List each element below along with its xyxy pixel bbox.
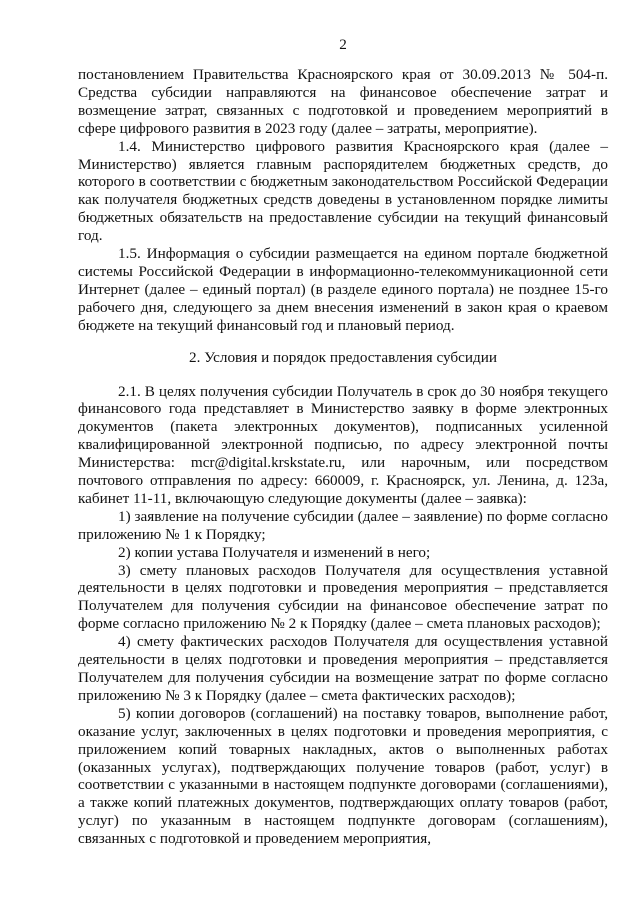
list-item-1: 1) заявление на получение субсидии (далее – заявление) по форме согласно приложению № 1 к Порядку;: [78, 507, 608, 543]
page-number: 2: [339, 36, 347, 53]
paragraph-continuation: постановлением Правительства Красноярского края от 30.09.2013 № 504-п. Средства субсидии направляются на финансовое обеспечение затрат и возмещение затрат, связанных с подготовкой и проведением мероприятий в сфере цифрового развития в 2023 году (далее – затраты, мероприятие).: [78, 66, 608, 137]
paragraph-1-5: 1.5. Информация о субсидии размещается на едином портале бюджетной системы Российской Федерации в информационно-телекоммуникационной сети Интернет (далее – единый портал) (в разделе единого портала) не позднее 15-го рабочего дня, следующего за днем внесения изменений в закон края о краевом бюджете на текущий финансовый год и плановый период.: [78, 245, 608, 334]
list-item-4: 4) смету фактических расходов Получателя для осуществления уставной деятельности в целях подготовки и проведения мероприятия – представляется Получателем для получения субсидии на возмещение затрат по форме согласно приложению № 3 к Порядку (далее – смета фактических расходов);: [78, 633, 608, 704]
section-heading: 2. Условия и порядок предоставления субсидии: [189, 348, 497, 366]
list-item-5: 5) копии договоров (соглашений) на поставку товаров, выполнение работ, оказание услуг, заключенных в целях подготовки и проведения мероприятия, с приложением копий товарных накладных, актов о выполненных работах (оказанных услугах), подтверждающих получение товаров (работ, услуг) в соответствии с указанными в настоящем подпункте договорами (соглашениями), а также копий платежных документов, подтверждающих оплату товаров (работ, услуг) по указанным в настоящем подпункте договорам (соглашениям), связанных с подготовкой и проведением мероприятия,: [78, 704, 608, 848]
list-item-2: 2) копии устава Получателя и изменений в него;: [118, 543, 431, 561]
paragraph-1-4: 1.4. Министерство цифрового развития Красноярского края (далее – Министерство) является главным распорядителем бюджетных средств, до которого в соответствии с бюджетным законодательством Российской Федерации как получателя бюджетных средств доведены в установленном порядке лимиты бюджетных обязательств на предоставление субсидии на текущий финансовый год.: [78, 137, 608, 245]
list-item-3: 3) смету плановых расходов Получателя для осуществления уставной деятельности в целях подготовки и проведения мероприятия – представляется Получателем для получения субсидии на финансовое обеспечение затрат по форме согласно приложению № 2 к Порядку (далее – смета плановых расходов);: [78, 561, 608, 633]
paragraph-2-1: 2.1. В целях получения субсидии Получатель в срок до 30 ноября текущего финансового года представляет в Министерство заявку в форме электронных документов (пакета электронных документов), подписанных усиленной квалифицированной электронной подписью, по адресу электронной почты Министерства: mcr@digital.krskstate.ru, или нарочным, или посредством почтового отправления по адресу: 660009, г. Красноярск, ул. Ленина, д. 123а, кабинет 11-11, включающую следующие документы (далее – заявка):: [78, 382, 608, 507]
